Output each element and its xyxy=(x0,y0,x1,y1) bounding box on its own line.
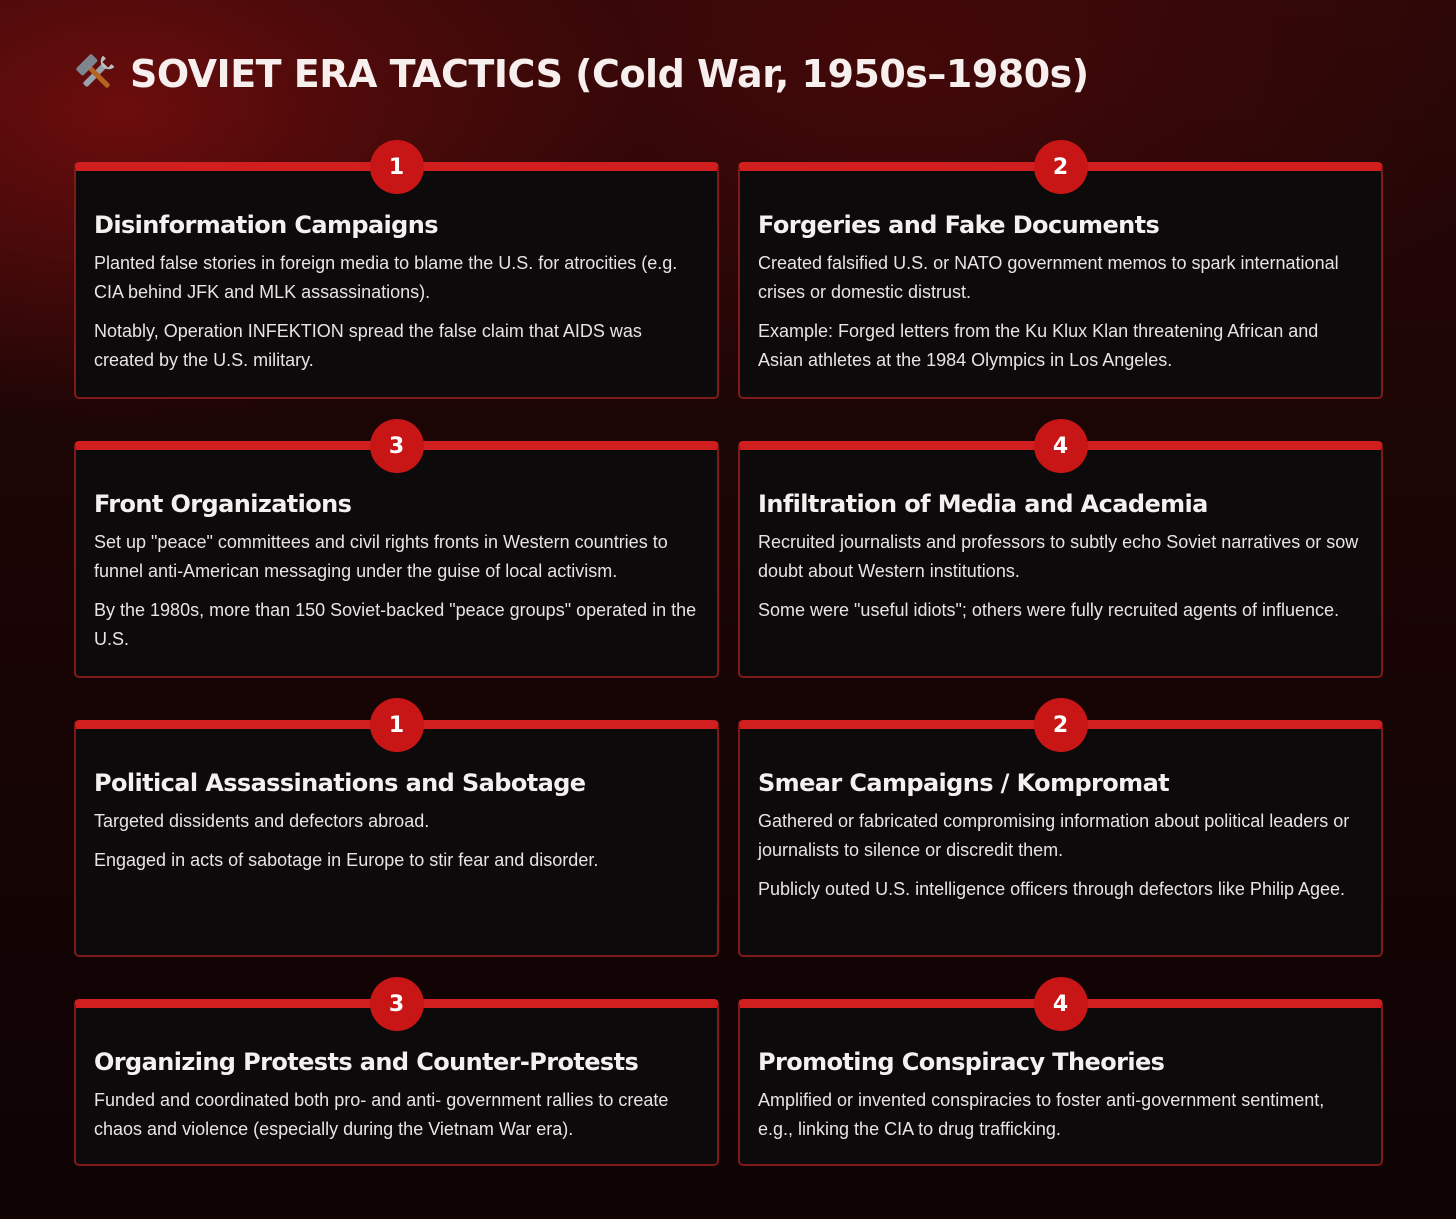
page-title-text: SOVIET ERA TACTICS (Cold War, 1950s–1980s) xyxy=(130,52,1089,96)
card-paragraph: Funded and coordinated both pro- and anti- government rallies to create chaos and violence (especially during the Vietnam War era). xyxy=(94,1090,669,1139)
card-title: Forgeries and Fake Documents xyxy=(758,211,1160,239)
number-badge: 3 xyxy=(370,419,424,473)
page-title xyxy=(74,52,1089,96)
number-badge: 4 xyxy=(1034,419,1088,473)
tactic-card-protests xyxy=(74,991,719,1166)
number-badge: 2 xyxy=(1034,698,1088,752)
number-badge: 4 xyxy=(1034,977,1088,1031)
card-title: Political Assassinations and Sabotage xyxy=(94,769,586,797)
hammer-and-wrench-icon xyxy=(74,52,118,96)
card-title: Promoting Conspiracy Theories xyxy=(758,1048,1165,1076)
card-paragraph: Publicly outed U.S. intelligence officers through defectors like Philip Agee. xyxy=(758,879,1346,899)
tactic-card-conspiracy-theories xyxy=(738,991,1383,1166)
card-paragraph: By the 1980s, more than 150 Soviet-backed "peace groups" operated in the U.S. xyxy=(94,600,697,649)
card-title: Disinformation Campaigns xyxy=(94,211,438,239)
card-paragraph: Recruited journalists and professors to subtly echo Soviet narratives or sow doubt about Western institutions. xyxy=(758,532,1359,581)
number-badge: 2 xyxy=(1034,140,1088,194)
card-title: Organizing Protests and Counter-Protests xyxy=(94,1048,639,1076)
tactic-card-front-organizations xyxy=(74,433,719,678)
card-title: Front Organizations xyxy=(94,490,352,518)
tactic-card-infiltration xyxy=(738,433,1383,678)
card-paragraph: Targeted dissidents and defectors abroad. xyxy=(94,811,430,831)
tactic-card-assassinations xyxy=(74,712,719,957)
tactic-card-forgeries xyxy=(738,154,1383,399)
card-paragraph: Example: Forged letters from the Ku Klux Klan threatening African and Asian athletes at the 1984 Olympics in Los Angeles. xyxy=(758,321,1319,370)
card-paragraph: Gathered or fabricated compromising information about political leaders or journalists to silence or discredit them. xyxy=(758,811,1350,860)
card-paragraph: Notably, Operation INFEKTION spread the false claim that AIDS was created by the U.S. military. xyxy=(94,321,642,370)
tactic-card-smear-campaigns xyxy=(738,712,1383,957)
number-badge: 1 xyxy=(370,140,424,194)
card-paragraph: Created falsified U.S. or NATO government memos to spark international crises or domestic distrust. xyxy=(758,253,1339,302)
card-title: Infiltration of Media and Academia xyxy=(758,490,1208,518)
card-paragraph: Amplified or invented conspiracies to foster anti-government sentiment, e.g., linking the CIA to drug trafficking. xyxy=(758,1090,1325,1139)
card-paragraph: Engaged in acts of sabotage in Europe to stir fear and disorder. xyxy=(94,850,599,870)
card-title: Smear Campaigns / Kompromat xyxy=(758,769,1170,797)
number-badge: 1 xyxy=(370,698,424,752)
card-paragraph: Set up "peace" committees and civil rights fronts in Western countries to funnel anti-American messaging under the guise of local activism. xyxy=(94,532,668,581)
tactic-card-disinformation xyxy=(74,154,719,399)
tactics-grid xyxy=(74,154,1383,1166)
card-paragraph: Some were "useful idiots"; others were fully recruited agents of influence. xyxy=(758,600,1340,620)
card-paragraph: Planted false stories in foreign media to blame the U.S. for atrocities (e.g. CIA behind JFK and MLK assassinations). xyxy=(94,253,678,302)
number-badge: 3 xyxy=(370,977,424,1031)
